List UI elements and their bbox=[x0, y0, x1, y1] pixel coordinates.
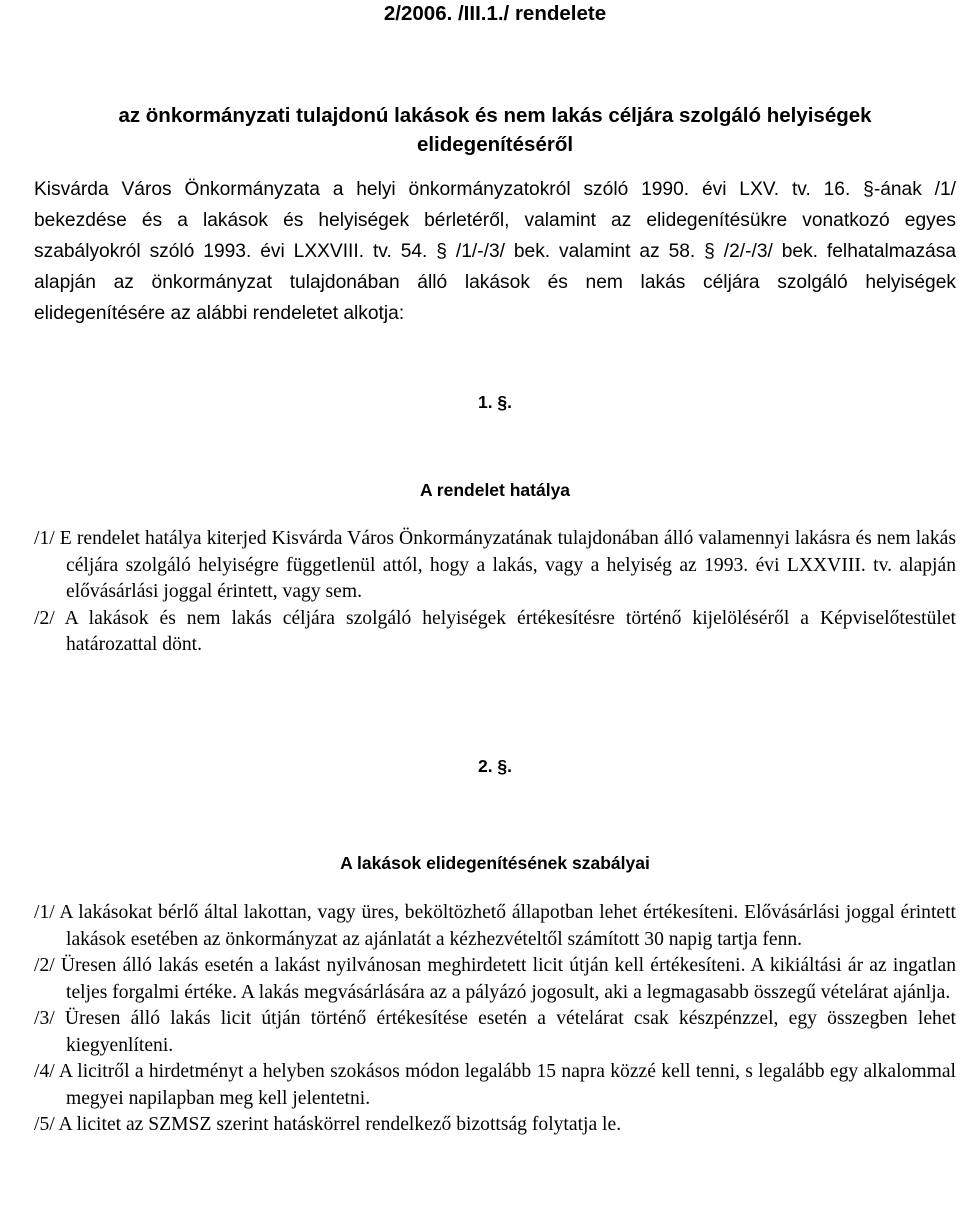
preamble: Kisvárda Város Önkormányzata a helyi önkormányzatokról szóló 1990. évi LXV. tv. 16. §-ának /1/ bekezdése és a lakások és helyiségek bérletéről, valamint az elidegenítésükre vonatkozó egyes szabályokról szóló 1993. évi LXXVIII. tv. 54. § /1/-/3/ bek. valamint az 58. § /2/-/3/ bek. felhatalmazása alapján az önkormányzat tulajdonában álló lakások és nem lakás céljára szolgáló helyiségek elidegenítésére az alábbi rendeletet alkotja: bbox=[34, 179, 956, 324]
section-2-paragraph-3: /3/ Üresen álló lakás licit útján történő értékesítése esetén a vételárat csak készpénzzel, egy összegben lehet kiegyenlíteni. bbox=[34, 1008, 956, 1056]
section-1-title: A rendelet hatálya bbox=[419, 480, 571, 500]
section-2-paragraph-5: /5/ A licitet az SZMSZ szerint hatáskörrel rendelkező bizottság folytatja le. bbox=[34, 1114, 622, 1135]
regulation-subtitle-line-1: az önkormányzati tulajdonú lakások és nem lakás céljára szolgáló helyiségek bbox=[118, 104, 872, 127]
regulation-subtitle-line-2: elidegenítéséről bbox=[416, 133, 574, 156]
section-2-paragraphs bbox=[34, 900, 956, 1139]
section-2-number: 2. §. bbox=[477, 756, 513, 776]
section-1-number: 1. §. bbox=[477, 392, 513, 412]
section-2-title: A lakások elidegenítésének szabályai bbox=[340, 853, 650, 873]
section-1-paragraph-2: /2/ A lakások és nem lakás céljára szolgáló helyiségek értékesítésre történő kijelöléséről a Képviselőtestület határozattal dönt. bbox=[34, 607, 956, 655]
section-1-paragraph-1: /1/ E rendelet hatálya kiterjed Kisvárda Város Önkormányzatának tulajdonában álló valamennyi lakásra és nem lakás céljára szolgáló helyiségre függetlenül attól, hogy a lakás, vagy a helyiség az 1993. évi LXXVIII. tv. alapján elővásárlási joggal érintett, vagy sem. bbox=[34, 528, 956, 602]
section-2-paragraph-1: /1/ A lakásokat bérlő által lakottan, vagy üres, beköltözhető állapotban lehet értékesíteni. Elővásárlási joggal érintett lakások esetében az önkormányzat az ajánlatát a kézhezvételtől számított 30 napig tartja fenn. bbox=[34, 902, 956, 950]
section-1-paragraphs bbox=[34, 526, 956, 659]
section-2-paragraph-4: /4/ A licitről a hirdetményt a helyben szokásos módon legalább 15 napra közzé kell tenni, s legalább egy alkalommal megyei napilapban meg kell jelentetni. bbox=[34, 1061, 956, 1109]
regulation-number: 2/2006. /III.1./ rendelete bbox=[383, 2, 607, 25]
section-2-paragraph-2: /2/ Üresen álló lakás esetén a lakást nyilvánosan meghirdetett licit útján kell értékesíteni. A kikiáltási ár az ingatlan teljes forgalmi értéke. A lakás megvásárlására az a pályázó jogosult, aki a legmagasabb összegű vételárat ajánlja. bbox=[34, 955, 956, 1003]
